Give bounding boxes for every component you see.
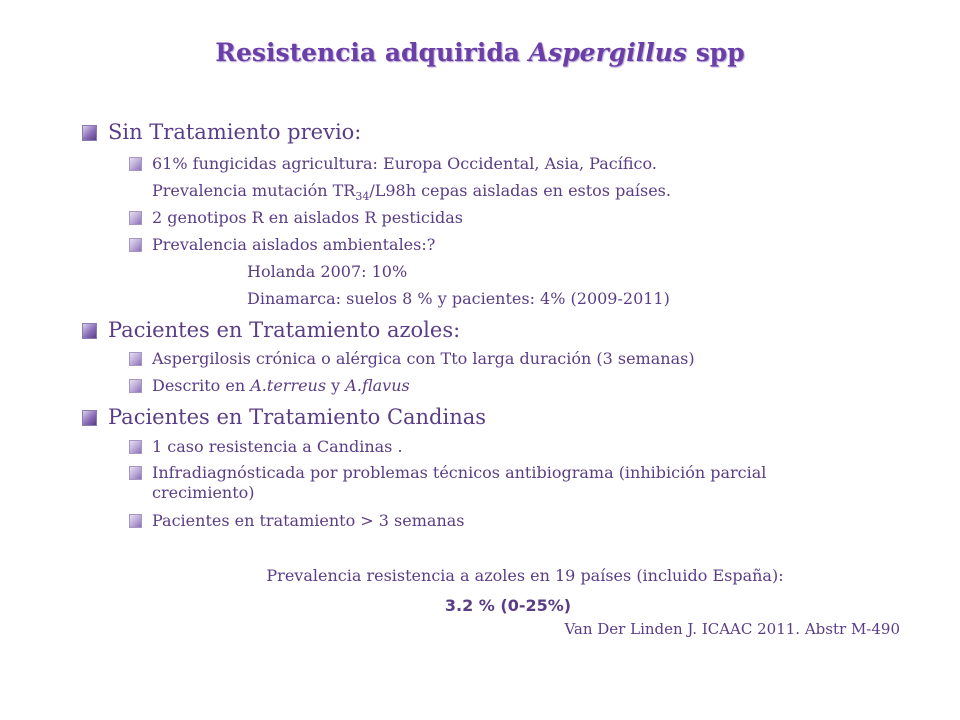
bullet-square-icon <box>82 125 97 141</box>
list-item: Pacientes en tratamiento > 3 semanas <box>152 511 465 530</box>
bullet-small-icon <box>129 440 142 454</box>
bullet-small-icon <box>129 466 142 480</box>
bullet-small-icon <box>129 352 142 366</box>
title-genus: Aspergillus <box>528 38 687 67</box>
bullet-square-icon <box>82 410 97 426</box>
bullet-small-icon <box>129 157 142 171</box>
list-item-described-species: Descrito en A.terreus y A.flavus <box>152 376 410 395</box>
bullet-small-icon <box>129 238 142 252</box>
section-heading-sin-tratamiento: Sin Tratamiento previo: <box>108 120 361 144</box>
list-item: Aspergilosis crónica o alérgica con Tto larga duración (3 semanas) <box>152 349 695 368</box>
slide-title <box>0 38 960 67</box>
prevalence-mutation-line: Prevalencia mutación $TR_{34}/L98h$ cepas aisladas en estos países. <box>152 181 671 204</box>
list-item: Infradiagnósticada por problemas técnicos antibiograma (inhibición parcial crecimiento) <box>152 463 872 503</box>
section-heading-candinas: Pacientes en Tratamiento Candinas <box>108 405 486 429</box>
list-item: Prevalencia aislados ambientales:? <box>152 235 435 254</box>
title-prefix: Resistencia adquirida <box>215 38 529 67</box>
list-item: 2 genotipos R en aislados R pesticidas <box>152 208 463 227</box>
list-item: 1 caso resistencia a Candinas . <box>152 437 403 456</box>
section-heading-azoles: Pacientes en Tratamiento azoles: <box>108 318 460 342</box>
bullet-small-icon <box>129 514 142 528</box>
prevalence-holanda: Holanda 2007: 10% <box>247 262 408 281</box>
reference-citation: Van Der Linden J. ICAAC 2011. Abstr M-490 <box>564 620 900 638</box>
bullet-small-icon <box>129 379 142 393</box>
summary-value: 3.2 % (0-25%) <box>444 596 572 615</box>
bullet-small-icon <box>129 211 142 225</box>
title-suffix: spp <box>686 38 745 67</box>
summary-line: Prevalencia resistencia a azoles en 19 países (incluido España): <box>266 566 784 585</box>
prevalence-dinamarca: Dinamarca: suelos 8 % y pacientes: 4% (2009-2011) <box>247 289 670 308</box>
bullet-square-icon <box>82 323 97 339</box>
list-item: 61% fungicidas agricultura: Europa Occidental, Asia, Pacífico. <box>152 154 657 173</box>
